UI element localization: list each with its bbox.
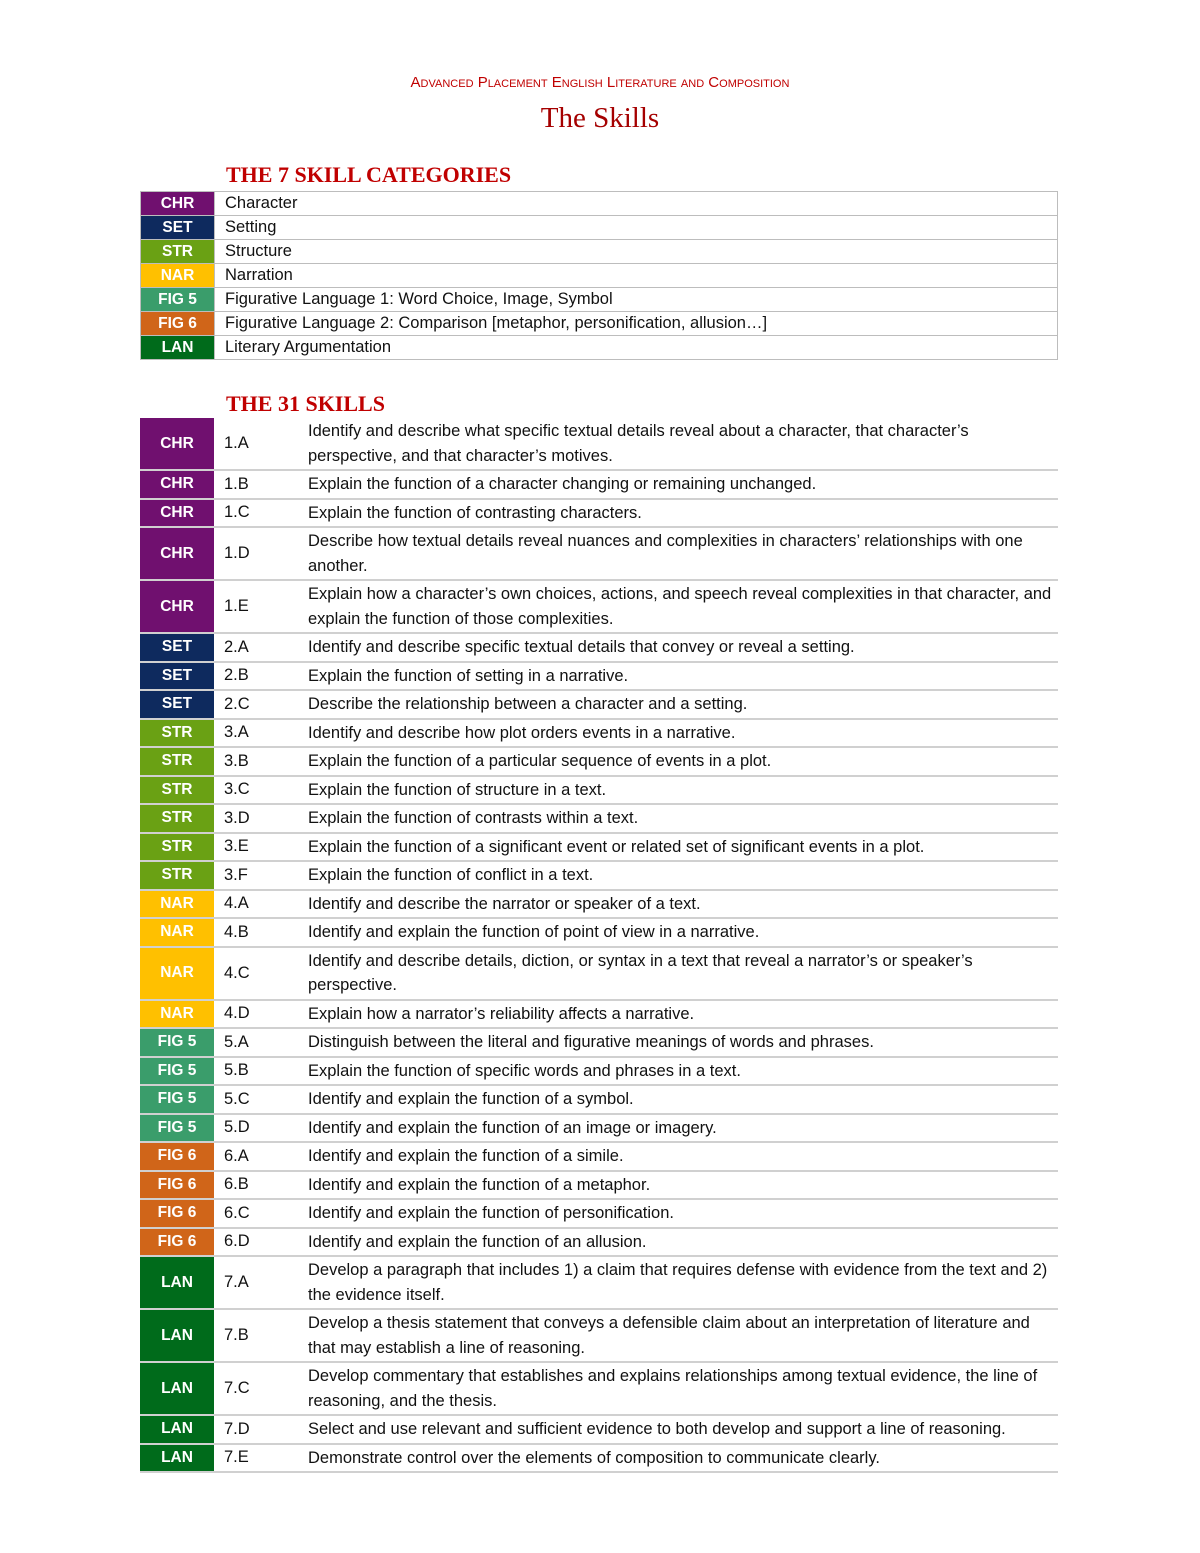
skill-number: 3.E: [214, 833, 298, 862]
category-row: [141, 240, 1058, 264]
skill-number: 5.B: [214, 1057, 298, 1086]
skill-description: Describe how textual details reveal nuances and complexities in characters’ relationships with one another.: [298, 527, 1058, 580]
skill-description: Select and use relevant and sufficient evidence to both develop and support a line of reasoning.: [298, 1415, 1058, 1444]
skill-number: 3.A: [214, 719, 298, 748]
category-row: [141, 192, 1058, 216]
skill-number: 7.E: [214, 1444, 298, 1473]
skill-description: Explain the function of a character changing or remaining unchanged.: [298, 470, 1058, 499]
skill-row: [140, 633, 1058, 662]
skill-category-code: CHR: [140, 499, 214, 528]
skill-category-code: LAN: [140, 1444, 214, 1473]
skill-category-code: NAR: [140, 947, 214, 1000]
skill-description: Develop a paragraph that includes 1) a claim that requires defense with evidence from the text and 2) the evidence itself.: [298, 1256, 1058, 1309]
skill-category-code: SET: [140, 633, 214, 662]
skill-number: 6.D: [214, 1228, 298, 1257]
skill-number: 7.D: [214, 1415, 298, 1444]
skill-number: 1.A: [214, 418, 298, 470]
skill-category-code: CHR: [140, 580, 214, 633]
category-row: [141, 336, 1058, 360]
category-row: [141, 264, 1058, 288]
skill-description: Explain the function of a particular sequence of events in a plot.: [298, 747, 1058, 776]
skill-row: [140, 1309, 1058, 1362]
skill-row: [140, 1415, 1058, 1444]
skill-description: Identify and explain the function of an allusion.: [298, 1228, 1058, 1257]
skill-row: [140, 1256, 1058, 1309]
category-code: FIG 5: [141, 288, 215, 312]
skill-row: [140, 470, 1058, 499]
skill-row: [140, 918, 1058, 947]
skill-category-code: FIG 5: [140, 1114, 214, 1143]
skill-category-code: NAR: [140, 890, 214, 919]
category-code: STR: [141, 240, 215, 264]
skill-number: 7.A: [214, 1256, 298, 1309]
skill-description: Identify and explain the function of a simile.: [298, 1142, 1058, 1171]
skill-category-code: SET: [140, 690, 214, 719]
skill-description: Explain the function of conflict in a text.: [298, 861, 1058, 890]
skill-category-code: NAR: [140, 1000, 214, 1029]
category-row: [141, 288, 1058, 312]
skill-description: Explain the function of a significant event or related set of significant events in a plot.: [298, 833, 1058, 862]
skill-description: Distinguish between the literal and figurative meanings of words and phrases.: [298, 1028, 1058, 1057]
skill-description: Develop commentary that establishes and explains relationships among textual evidence, the line of reasoning, and the thesis.: [298, 1362, 1058, 1415]
skills-table: [140, 418, 1058, 1473]
skill-row: [140, 861, 1058, 890]
skill-number: 6.A: [214, 1142, 298, 1171]
skill-category-code: CHR: [140, 527, 214, 580]
skill-number: 1.E: [214, 580, 298, 633]
skill-row: [140, 1199, 1058, 1228]
skill-number: 5.A: [214, 1028, 298, 1057]
skill-description: Identify and explain the function of personification.: [298, 1199, 1058, 1228]
skill-description: Explain the function of specific words and phrases in a text.: [298, 1057, 1058, 1086]
skill-description: Explain how a character’s own choices, actions, and speech reveal complexities in that character, and explain the function of those complexities.: [298, 580, 1058, 633]
skill-row: [140, 1142, 1058, 1171]
skill-number: 1.B: [214, 470, 298, 499]
skill-category-code: LAN: [140, 1415, 214, 1444]
skill-row: [140, 499, 1058, 528]
skill-row: [140, 747, 1058, 776]
skill-row: [140, 1028, 1058, 1057]
skill-row: [140, 418, 1058, 470]
skill-row: [140, 1114, 1058, 1143]
skill-row: [140, 804, 1058, 833]
skill-row: [140, 833, 1058, 862]
skill-category-code: STR: [140, 776, 214, 805]
course-title: [0, 74, 1200, 91]
category-label: Setting: [215, 216, 1058, 240]
skill-category-code: STR: [140, 861, 214, 890]
skill-row: [140, 580, 1058, 633]
skill-row: [140, 1057, 1058, 1086]
skill-category-code: FIG 5: [140, 1057, 214, 1086]
skill-row: [140, 719, 1058, 748]
skill-category-code: STR: [140, 747, 214, 776]
skill-description: Explain the function of contrasts within a text.: [298, 804, 1058, 833]
skill-row: [140, 1444, 1058, 1473]
category-row: [141, 312, 1058, 336]
skill-description: Explain the function of contrasting characters.: [298, 499, 1058, 528]
skill-row: [140, 776, 1058, 805]
skill-description: Identify and explain the function of a symbol.: [298, 1085, 1058, 1114]
course-title-text: Advanced Placement English Literature and Composition: [410, 74, 790, 91]
skill-categories-table: [140, 191, 1058, 360]
category-label: Narration: [215, 264, 1058, 288]
skill-description: Identify and explain the function of point of view in a narrative.: [298, 918, 1058, 947]
category-label: Literary Argumentation: [215, 336, 1058, 360]
category-code: CHR: [141, 192, 215, 216]
skill-description: Explain how a narrator’s reliability affects a narrative.: [298, 1000, 1058, 1029]
category-row: [141, 216, 1058, 240]
category-code: LAN: [141, 336, 215, 360]
skill-number: 7.C: [214, 1362, 298, 1415]
skill-category-code: FIG 5: [140, 1085, 214, 1114]
skill-category-code: SET: [140, 662, 214, 691]
skill-category-code: LAN: [140, 1309, 214, 1362]
skill-row: [140, 1000, 1058, 1029]
skill-number: 4.B: [214, 918, 298, 947]
skill-number: 2.A: [214, 633, 298, 662]
skill-number: 3.F: [214, 861, 298, 890]
category-label: Structure: [215, 240, 1058, 264]
skill-category-code: NAR: [140, 918, 214, 947]
skill-number: 4.C: [214, 947, 298, 1000]
category-label: Figurative Language 2: Comparison [metaphor, personification, allusion…]: [215, 312, 1058, 336]
skill-description: Describe the relationship between a character and a setting.: [298, 690, 1058, 719]
skill-category-code: FIG 6: [140, 1199, 214, 1228]
skill-row: [140, 947, 1058, 1000]
skill-category-code: FIG 6: [140, 1171, 214, 1200]
skill-category-code: FIG 6: [140, 1142, 214, 1171]
skill-description: Identify and describe details, diction, or syntax in a text that reveal a narrator’s or speaker’s perspective.: [298, 947, 1058, 1000]
skill-category-code: CHR: [140, 418, 214, 470]
skill-category-code: LAN: [140, 1362, 214, 1415]
skill-row: [140, 527, 1058, 580]
skill-number: 3.B: [214, 747, 298, 776]
skill-number: 6.B: [214, 1171, 298, 1200]
skill-row: [140, 662, 1058, 691]
skill-number: 5.C: [214, 1085, 298, 1114]
skill-category-code: STR: [140, 833, 214, 862]
skill-number: 3.D: [214, 804, 298, 833]
skill-category-code: FIG 6: [140, 1228, 214, 1257]
skill-description: Demonstrate control over the elements of composition to communicate clearly.: [298, 1444, 1058, 1473]
category-label: Figurative Language 1: Word Choice, Image, Symbol: [215, 288, 1058, 312]
skill-number: 5.D: [214, 1114, 298, 1143]
skill-number: 4.D: [214, 1000, 298, 1029]
skill-number: 3.C: [214, 776, 298, 805]
skill-category-code: FIG 5: [140, 1028, 214, 1057]
skill-row: [140, 1085, 1058, 1114]
skill-description: Identify and describe the narrator or speaker of a text.: [298, 890, 1058, 919]
skill-row: [140, 890, 1058, 919]
skill-description: Identify and describe how plot orders events in a narrative.: [298, 719, 1058, 748]
skill-number: 2.C: [214, 690, 298, 719]
skill-number: 2.B: [214, 662, 298, 691]
skill-description: Explain the function of structure in a text.: [298, 776, 1058, 805]
categories-heading: THE 7 SKILL CATEGORIES: [226, 162, 512, 187]
category-code: FIG 6: [141, 312, 215, 336]
skill-row: [140, 1362, 1058, 1415]
skill-category-code: LAN: [140, 1256, 214, 1309]
skill-number: 6.C: [214, 1199, 298, 1228]
skill-description: Explain the function of setting in a narrative.: [298, 662, 1058, 691]
skill-number: 7.B: [214, 1309, 298, 1362]
page-title: The Skills: [540, 102, 660, 134]
skill-category-code: STR: [140, 719, 214, 748]
skill-row: [140, 690, 1058, 719]
skills-heading: THE 31 SKILLS: [226, 391, 385, 416]
skill-description: Identify and describe what specific textual details reveal about a character, that character’s perspective, and that character’s motives.: [298, 418, 1058, 470]
category-code: NAR: [141, 264, 215, 288]
skill-description: Identify and explain the function of a metaphor.: [298, 1171, 1058, 1200]
skill-category-code: STR: [140, 804, 214, 833]
skill-row: [140, 1228, 1058, 1257]
skill-number: 1.D: [214, 527, 298, 580]
skill-description: Identify and describe specific textual details that convey or reveal a setting.: [298, 633, 1058, 662]
skill-category-code: CHR: [140, 470, 214, 499]
category-code: SET: [141, 216, 215, 240]
skill-description: Develop a thesis statement that conveys a defensible claim about an interpretation of literature and that may establish a line of reasoning.: [298, 1309, 1058, 1362]
skill-number: 1.C: [214, 499, 298, 528]
skill-row: [140, 1171, 1058, 1200]
skill-description: Identify and explain the function of an image or imagery.: [298, 1114, 1058, 1143]
category-label: Character: [215, 192, 1058, 216]
skill-number: 4.A: [214, 890, 298, 919]
